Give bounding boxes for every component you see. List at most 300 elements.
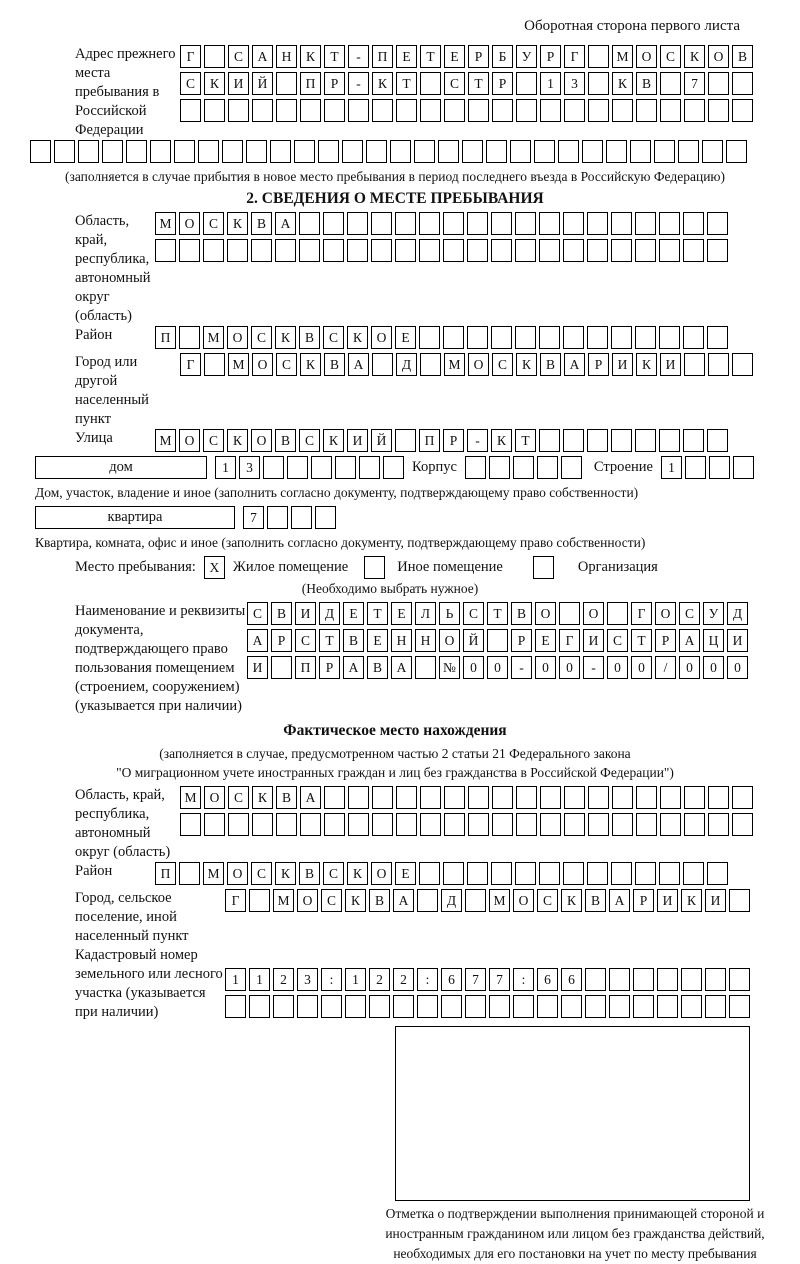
char-box: П (295, 656, 316, 679)
char-box (419, 326, 440, 349)
char-box (276, 72, 297, 95)
char-box: М (444, 353, 465, 376)
zhiloe-label: Жилое помещение (232, 559, 349, 575)
char-box (635, 326, 656, 349)
char-box: 1 (225, 968, 246, 991)
char-box (366, 140, 387, 163)
char-box (563, 429, 584, 452)
char-box: 0 (535, 656, 556, 679)
f-raion-row (155, 862, 728, 885)
char-box (539, 326, 560, 349)
char-box: У (703, 602, 724, 625)
char-box: Д (727, 602, 748, 625)
char-box (444, 813, 465, 836)
char-box (491, 212, 512, 235)
char-box: К (323, 429, 344, 452)
stamp-box (395, 1026, 750, 1201)
char-box (607, 602, 628, 625)
char-box: 0 (631, 656, 652, 679)
s2-gorod-label: Город или другой населенный пункт (75, 354, 149, 427)
char-box: Т (487, 602, 508, 625)
char-box (444, 99, 465, 122)
char-box (203, 239, 224, 262)
char-box: С (203, 212, 224, 235)
char-box: 6 (441, 968, 462, 991)
char-box: В (271, 602, 292, 625)
char-box (323, 239, 344, 262)
char-box (348, 99, 369, 122)
char-box: Р (655, 629, 676, 652)
char-box (372, 99, 393, 122)
char-box: И (660, 353, 681, 376)
char-box (611, 326, 632, 349)
char-box: С (251, 862, 272, 885)
char-box: К (372, 72, 393, 95)
char-box: М (203, 862, 224, 885)
char-box: Р (633, 889, 654, 912)
char-box: 1 (345, 968, 366, 991)
char-box: К (300, 45, 321, 68)
char-box: О (636, 45, 657, 68)
korpus-cells (465, 456, 582, 479)
char-box (465, 456, 486, 479)
char-box: Б (492, 45, 513, 68)
char-box: В (299, 326, 320, 349)
char-box (539, 212, 560, 235)
dom-caption: Дом, участок, владение и иное (заполнить согласно документу, подтверждающему право собственности) (35, 485, 639, 500)
char-box (540, 99, 561, 122)
char-box (515, 239, 536, 262)
char-box: - (348, 72, 369, 95)
checkbox-inoe (364, 556, 385, 579)
char-box: : (321, 968, 342, 991)
char-box: С (660, 45, 681, 68)
stroenie-cells (661, 456, 754, 479)
char-box (420, 72, 441, 95)
checkbox-zhiloe: X (204, 556, 225, 579)
char-box (335, 456, 356, 479)
char-box (684, 786, 705, 809)
char-box (707, 239, 728, 262)
char-box (342, 140, 363, 163)
document-block (30, 602, 760, 716)
char-box (729, 995, 750, 1018)
char-box (204, 45, 225, 68)
mesto-row (30, 556, 760, 579)
char-box: В (636, 72, 657, 95)
char-box (588, 99, 609, 122)
char-box: П (372, 45, 393, 68)
char-box (300, 99, 321, 122)
char-box (228, 99, 249, 122)
char-box (491, 239, 512, 262)
char-box (180, 99, 201, 122)
char-box (585, 968, 606, 991)
char-box: С (463, 602, 484, 625)
char-box: Т (319, 629, 340, 652)
char-box (299, 239, 320, 262)
char-box: С (537, 889, 558, 912)
char-box: Р (511, 629, 532, 652)
char-box (443, 862, 464, 885)
korpus-label: Корпус (412, 459, 457, 475)
char-box (204, 353, 225, 376)
char-box (462, 140, 483, 163)
char-box: 7 (243, 506, 264, 529)
f-kadastr-label: Кадастровый номер земельного или лесного участка (указывается при наличии) (75, 947, 223, 1020)
char-box: О (371, 326, 392, 349)
char-box: № (439, 656, 460, 679)
char-box: К (227, 212, 248, 235)
char-box: 3 (297, 968, 318, 991)
char-box (441, 995, 462, 1018)
char-box (588, 72, 609, 95)
s2-gorod-block (30, 353, 760, 429)
char-box (467, 239, 488, 262)
char-box: 1 (215, 456, 236, 479)
char-box: О (439, 629, 460, 652)
char-box: 6 (561, 968, 582, 991)
char-box (606, 140, 627, 163)
char-box (267, 506, 288, 529)
char-box: В (732, 45, 753, 68)
char-box: Л (415, 602, 436, 625)
char-box (635, 429, 656, 452)
char-box (726, 140, 747, 163)
char-box: 3 (564, 72, 585, 95)
char-box: С (323, 862, 344, 885)
char-box: О (371, 862, 392, 885)
char-box (420, 786, 441, 809)
char-box (299, 212, 320, 235)
char-box: Т (420, 45, 441, 68)
char-box: Р (443, 429, 464, 452)
char-box: Ь (439, 602, 460, 625)
char-box (371, 239, 392, 262)
char-box: И (347, 429, 368, 452)
mesto-note: (Необходимо выбрать нужное) (301, 581, 479, 596)
stamp-caption: Отметка о подтверждении выполнения принимающей стороной и иностранным гражданином или лицом без гражданства действий, необходимых для его постановки на учет по месту пребывания (385, 1206, 765, 1261)
section2-title: 2. СВЕДЕНИЯ О МЕСТЕ ПРЕБЫВАНИЯ (246, 190, 544, 207)
char-box (564, 786, 585, 809)
char-box (372, 786, 393, 809)
kvartira-row (35, 506, 760, 529)
factual-caption-1: (заполняется в случае, предусмотренном частью 2 статьи 21 Федерального закона (159, 746, 631, 761)
char-box (609, 995, 630, 1018)
char-box (252, 813, 273, 836)
char-box: И (295, 602, 316, 625)
char-box: С (251, 326, 272, 349)
char-box (396, 786, 417, 809)
char-box (372, 813, 393, 836)
char-box (324, 813, 345, 836)
char-box: М (155, 429, 176, 452)
char-box (486, 140, 507, 163)
char-box: И (657, 889, 678, 912)
s2-oblast-row-1 (155, 212, 728, 235)
char-box (227, 239, 248, 262)
char-box: С (607, 629, 628, 652)
char-box: С (321, 889, 342, 912)
char-box (417, 995, 438, 1018)
s2-ulitsa-row (155, 429, 728, 452)
char-box: 7 (489, 968, 510, 991)
char-box (707, 326, 728, 349)
char-box: М (489, 889, 510, 912)
char-box: И (247, 656, 268, 679)
char-box: В (275, 429, 296, 452)
char-box (251, 239, 272, 262)
char-box: : (513, 968, 534, 991)
char-box (513, 995, 534, 1018)
char-box (321, 995, 342, 1018)
char-box (540, 813, 561, 836)
char-box (636, 99, 657, 122)
char-box (273, 995, 294, 1018)
char-box: К (275, 862, 296, 885)
s2-ulitsa-label: Улица (75, 430, 113, 446)
char-box: В (251, 212, 272, 235)
char-box (396, 99, 417, 122)
char-box (369, 995, 390, 1018)
char-box (419, 862, 440, 885)
char-box: А (252, 45, 273, 68)
char-box (636, 786, 657, 809)
char-box (467, 862, 488, 885)
s2-raion-block (30, 326, 760, 353)
char-box (420, 813, 441, 836)
char-box (468, 786, 489, 809)
char-box (315, 506, 336, 529)
char-box: А (343, 656, 364, 679)
char-box: К (347, 862, 368, 885)
s2-gorod-row (180, 353, 753, 376)
char-box (563, 239, 584, 262)
char-box: Е (535, 629, 556, 652)
f-oblast-row-2 (180, 813, 753, 836)
char-box (708, 786, 729, 809)
char-box (443, 212, 464, 235)
char-box: Е (343, 602, 364, 625)
char-box: Г (180, 353, 201, 376)
char-box: С (323, 326, 344, 349)
char-box (372, 353, 393, 376)
char-box (300, 813, 321, 836)
char-box (414, 140, 435, 163)
char-box: Р (324, 72, 345, 95)
char-box: Р (492, 72, 513, 95)
char-box: 7 (684, 72, 705, 95)
char-box (491, 326, 512, 349)
char-box (30, 140, 51, 163)
char-box (659, 212, 680, 235)
char-box: Е (396, 45, 417, 68)
char-box (444, 786, 465, 809)
char-box (684, 353, 705, 376)
s2-oblast-block (30, 212, 760, 326)
char-box (297, 995, 318, 1018)
char-box (276, 813, 297, 836)
char-box: К (252, 786, 273, 809)
char-box: В (299, 862, 320, 885)
char-box: 1 (661, 456, 682, 479)
header-note: Оборотная сторона первого листа (524, 18, 740, 34)
char-box (561, 995, 582, 1018)
char-box (732, 353, 753, 376)
char-box (174, 140, 195, 163)
char-box (659, 239, 680, 262)
char-box (612, 786, 633, 809)
char-box (539, 429, 560, 452)
char-box: - (348, 45, 369, 68)
char-box: 3 (239, 456, 260, 479)
char-box: К (636, 353, 657, 376)
char-box: А (391, 656, 412, 679)
char-box (510, 140, 531, 163)
char-box (683, 429, 704, 452)
char-box: - (583, 656, 604, 679)
char-box (612, 99, 633, 122)
s2-raion-row (155, 326, 728, 349)
mesto-label: Место пребывания: (75, 559, 196, 575)
char-box: Й (371, 429, 392, 452)
char-box (537, 995, 558, 1018)
char-box (249, 889, 270, 912)
char-box: В (511, 602, 532, 625)
char-box: 0 (463, 656, 484, 679)
char-box (371, 212, 392, 235)
document-row-3 (247, 656, 748, 679)
char-box: 0 (679, 656, 700, 679)
char-box: К (684, 45, 705, 68)
char-box (468, 99, 489, 122)
char-box: С (444, 72, 465, 95)
char-box: В (369, 889, 390, 912)
org-label: Организация (577, 559, 658, 575)
char-box (612, 813, 633, 836)
char-box (492, 813, 513, 836)
char-box (78, 140, 99, 163)
f-oblast-label: Область, край, республика, автономный округ (область) (75, 787, 171, 860)
char-box (420, 99, 441, 122)
char-box (705, 968, 726, 991)
char-box (683, 239, 704, 262)
char-box (275, 239, 296, 262)
prev-address-row-2 (180, 72, 753, 95)
char-box: С (228, 786, 249, 809)
char-box: 2 (369, 968, 390, 991)
char-box (395, 239, 416, 262)
char-box: Е (444, 45, 465, 68)
char-box (443, 239, 464, 262)
char-box: К (347, 326, 368, 349)
char-box: И (727, 629, 748, 652)
char-box: 6 (537, 968, 558, 991)
char-box: Т (515, 429, 536, 452)
char-box (660, 813, 681, 836)
char-box (348, 813, 369, 836)
char-box: 0 (487, 656, 508, 679)
char-box (659, 326, 680, 349)
char-box (611, 429, 632, 452)
char-box (534, 140, 555, 163)
s2-ulitsa-block (30, 429, 760, 456)
char-box: Ц (703, 629, 724, 652)
f-oblast-row-1 (180, 786, 753, 809)
char-box (684, 813, 705, 836)
char-box: М (228, 353, 249, 376)
char-box: А (300, 786, 321, 809)
f-oblast-block (30, 786, 760, 862)
char-box (708, 72, 729, 95)
char-box: К (345, 889, 366, 912)
char-box: Т (468, 72, 489, 95)
char-box (318, 140, 339, 163)
char-box (311, 456, 332, 479)
char-box (659, 429, 680, 452)
char-box (390, 140, 411, 163)
char-box (635, 862, 656, 885)
char-box (515, 212, 536, 235)
char-box: Г (564, 45, 585, 68)
char-box (252, 99, 273, 122)
char-box (345, 995, 366, 1018)
prev-address-label: Адрес прежнего места пребывания в Российской Федерации (75, 46, 176, 138)
char-box (246, 140, 267, 163)
char-box (155, 239, 176, 262)
char-box (683, 212, 704, 235)
char-box (467, 326, 488, 349)
f-raion-block (30, 862, 760, 889)
factual-title: Фактическое место нахождения (283, 722, 507, 739)
char-box (417, 889, 438, 912)
char-box (564, 813, 585, 836)
char-box: / (655, 656, 676, 679)
char-box: М (203, 326, 224, 349)
char-box (492, 786, 513, 809)
char-box: С (180, 72, 201, 95)
char-box: Т (367, 602, 388, 625)
char-box (465, 889, 486, 912)
char-box (678, 140, 699, 163)
char-box (563, 212, 584, 235)
char-box (180, 813, 201, 836)
char-box: О (708, 45, 729, 68)
char-box: С (247, 602, 268, 625)
checkbox-org (533, 556, 554, 579)
char-box: В (324, 353, 345, 376)
char-box: О (251, 429, 272, 452)
factual-caption-2: "О миграционном учете иностранных граждан и лиц без гражданства в Российской Федерации") (116, 765, 674, 780)
char-box (707, 429, 728, 452)
document-row-2 (247, 629, 748, 652)
char-box (516, 72, 537, 95)
char-box (587, 212, 608, 235)
char-box (707, 212, 728, 235)
char-box: : (417, 968, 438, 991)
char-box (657, 995, 678, 1018)
char-box: Г (225, 889, 246, 912)
char-box (635, 239, 656, 262)
char-box (516, 813, 537, 836)
char-box (659, 862, 680, 885)
char-box: И (612, 353, 633, 376)
char-box (635, 212, 656, 235)
char-box (515, 862, 536, 885)
char-box: В (367, 656, 388, 679)
char-box (611, 239, 632, 262)
char-box (393, 995, 414, 1018)
